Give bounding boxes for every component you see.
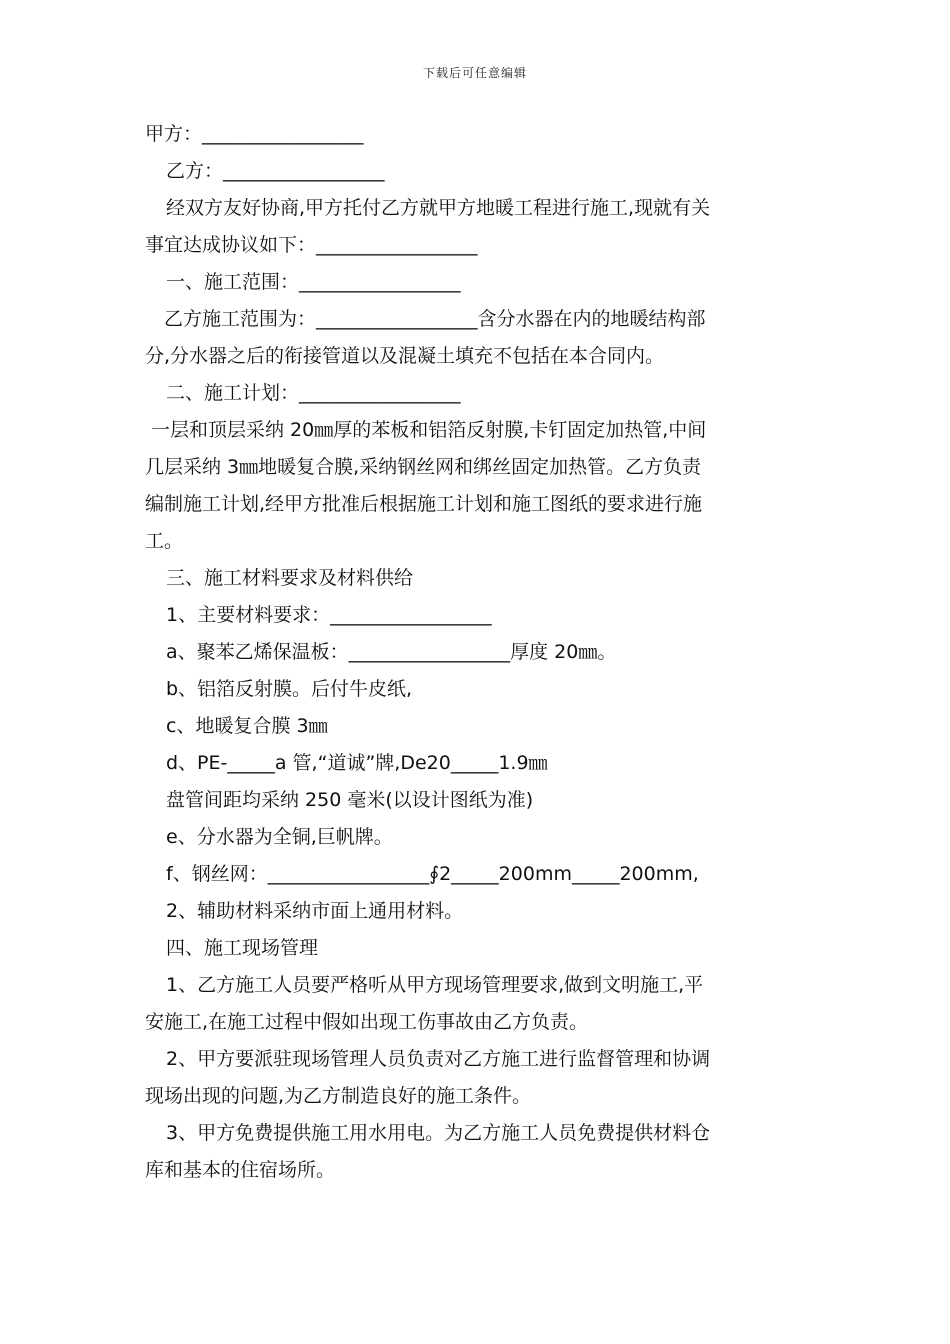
plan-line-2: 几层采纳 3㎜地暖复合膜,采纳钢丝网和绑丝固定加热管。乙方负责	[145, 456, 702, 478]
materials-item-d: d、PE-_____a 管,“道诚”牌,De20_____1.9㎜	[166, 752, 548, 774]
section-2-heading: 二、施工计划：_________________	[166, 382, 461, 404]
intro-line-2: 事宜达成协议如下：_________________	[145, 234, 478, 256]
scope-line-2: 分,分水器之后的衔接管道以及混凝土填充不包括在本合同内。	[145, 345, 665, 367]
materials-item-f: f、钢丝网：_________________∮2_____200mm_____200mm,	[166, 863, 699, 885]
materials-item-d-note: 盘管间距均采纳 250 毫米(以设计图纸为准)	[166, 789, 534, 811]
section-3-heading: 三、施工材料要求及材料供给	[166, 567, 414, 589]
document-body	[145, 116, 810, 1189]
scope-line-1: 乙方施工范围为：_________________含分水器在内的地暖结构部	[164, 308, 706, 330]
materials-item-c: c、地暖复合膜 3㎜	[166, 715, 328, 737]
header-note: 下载后可任意编辑	[422, 66, 527, 80]
section-1-heading: 一、施工范围：_________________	[166, 271, 461, 293]
management-item-3-line-1: 3、甲方免费提供施工用水用电。为乙方施工人员免费提供材料仓	[166, 1122, 711, 1144]
management-item-1-line-2: 安施工,在施工过程中假如出现工伤事故由乙方负责。	[145, 1011, 589, 1033]
materials-item-b: b、铝箔反射膜。后付牛皮纸,	[166, 678, 413, 700]
intro-line-1: 经双方友好协商,甲方托付乙方就甲方地暖工程进行施工,现就有关	[166, 197, 711, 219]
section-4-heading: 四、施工现场管理	[166, 937, 319, 959]
materials-item-a: a、聚苯乙烯保温板：_________________厚度 20㎜。	[166, 641, 617, 663]
management-item-2-line-1: 2、甲方要派驻现场管理人员负责对乙方施工进行监督管理和协调	[166, 1048, 711, 1070]
party-b-line: 乙方：_________________	[166, 160, 385, 182]
materials-item-1: 1、主要材料要求：_________________	[166, 604, 492, 626]
materials-item-e: e、分水器为全铜,巨帆牌。	[166, 826, 393, 848]
management-item-3-line-2: 库和基本的住宿场所。	[145, 1159, 336, 1181]
plan-line-4: 工。	[145, 530, 184, 552]
party-a-line: 甲方：_________________	[145, 123, 364, 145]
plan-line-3: 编制施工计划,经甲方批准后根据施工计划和施工图纸的要求进行施	[145, 493, 703, 515]
materials-item-2: 2、辅助材料采纳市面上通用材料。	[166, 900, 464, 922]
plan-line-1: 一层和顶层采纳 20㎜厚的苯板和铝箔反射膜,卡钉固定加热管,中间	[151, 419, 707, 441]
management-item-1-line-1: 1、乙方施工人员要严格听从甲方现场管理要求,做到文明施工,平	[166, 974, 704, 996]
management-item-2-line-2: 现场出现的问题,为乙方制造良好的施工条件。	[145, 1085, 532, 1107]
